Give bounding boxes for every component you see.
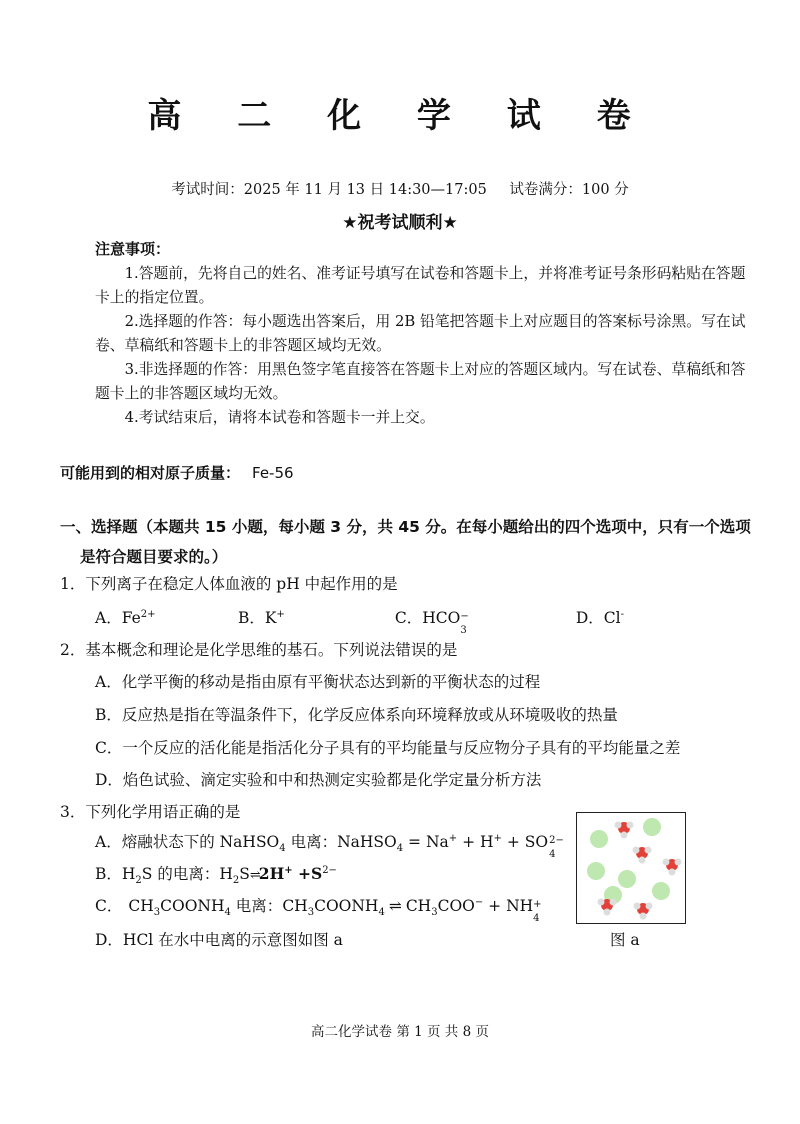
chloride-ion	[590, 830, 608, 848]
q1-option-a: A．$Fe^{2+}$	[95, 608, 156, 627]
page-title: 高 二 化 学 试 卷	[147, 96, 653, 136]
good-luck-banner: ★祝考试顺利★	[342, 213, 458, 233]
section-heading	[60, 512, 760, 572]
notice-item-1: 1.答题前，先将自己的姓名、准考证号填写在试卷和答题卡上，并将准考证号条形码粘贴在答题卡上的指定位置。	[95, 265, 746, 306]
hydronium-ion	[598, 899, 617, 916]
atomic-mass-value: Fe-56	[252, 464, 294, 482]
atomic-mass-label: 可能用到的相对原子质量：	[60, 464, 241, 482]
figure-a	[576, 812, 686, 924]
q3-option-b: B．$H_2S$ 的电离：$H_2S\rightleftharpoons 2H^+ +S^{2-}$	[95, 864, 337, 887]
page-footer: 高二化学试卷 第 1 页 共 8 页	[311, 1024, 489, 1040]
question-1-options	[95, 606, 695, 636]
notice-item-2: 2.选择题的作答：每小题选出答案后，用 2B 铅笔把答题卡上对应题目的答案标号涂黑。写在试卷、草稿纸和答题卡上的非答题区域均无效。	[95, 313, 746, 354]
chloride-ion	[643, 818, 661, 836]
q2-option-c: C．一个反应的活化能是指活化分子具有的平均能量与反应物分子具有的平均能量之差	[95, 739, 681, 757]
q3-option-a: A．熔融状态下的 NaHSO$_4$ 电离：NaHSO$_4$ = Na+ + H+ + SO 2− 4	[95, 832, 564, 860]
q2-option-a: A．化学平衡的移动是指由原有平衡状态达到新的平衡状态的过程	[95, 673, 541, 691]
equilibrium-arrow: ⇌	[249, 868, 259, 883]
hydronium-ion	[634, 903, 653, 920]
exam-time: 考试时间：2025 年 11 月 13 日 14:30—17:05	[171, 182, 487, 198]
section-heading-line2: 是符合题目要求的。）	[80, 548, 228, 566]
chloride-ion	[652, 882, 670, 900]
figure-a-caption: 图 a	[610, 931, 640, 949]
question-1-stem: 1．下列离子在稳定人体血液的 pH 中起作用的是	[60, 575, 398, 593]
question-3-stem: 3．下列化学用语正确的是	[60, 803, 241, 821]
q2-option-b: B．反应热是指在等温条件下，化学反应体系向环境释放或从环境吸收的热量	[95, 706, 618, 724]
q1-option-c: C．HCO − 3	[394, 609, 469, 636]
chloride-ion	[618, 870, 636, 888]
hydronium-ion	[663, 859, 682, 876]
q1-option-b: B．K+	[237, 608, 285, 627]
atomic-mass-line	[60, 462, 294, 483]
chloride-ion	[587, 862, 605, 880]
exam-meta	[0, 178, 800, 199]
notice-item-3: 3.非选择题的作答：用黑色签字笔直接答在答题卡上对应的答题区域内。写在试卷、草稿纸和答题卡上的非答题区域均无效。	[95, 361, 746, 402]
exam-score: 试卷满分：100 分	[509, 182, 629, 198]
notice-item-4: 4.考试结束后，请将本试卷和答题卡一并上交。	[124, 409, 435, 426]
section-heading-line1: 一、选择题（本题共 15 小题，每小题 3 分，共 45 分。在每小题给出的四个选项中，只有一个选项	[60, 518, 751, 536]
question-2-stem: 2．基本概念和理论是化学思维的基石。下列说法错误的是	[60, 641, 458, 659]
notice-heading: 注意事项：	[95, 240, 171, 258]
hydronium-ion	[615, 822, 634, 839]
q1-option-d: D．Cl-	[575, 608, 624, 627]
q3-option-c: C． $CH_3COONH_4$ 电离：$CH_3COONH_4$ ⇌ $CH_3COO^-$ + NH + 4	[95, 896, 542, 924]
equilibrium-arrow: ⇌	[388, 897, 402, 915]
hcl-dissociation-diagram	[577, 813, 685, 923]
q3-option-d: D．HCl 在水中电离的示意图如图 a	[95, 931, 343, 949]
notice-list	[95, 262, 755, 430]
q2-option-d: D．焰色试验、滴定实验和中和热测定实验都是化学定量分析方法	[95, 771, 542, 789]
hydronium-ion	[633, 847, 652, 864]
